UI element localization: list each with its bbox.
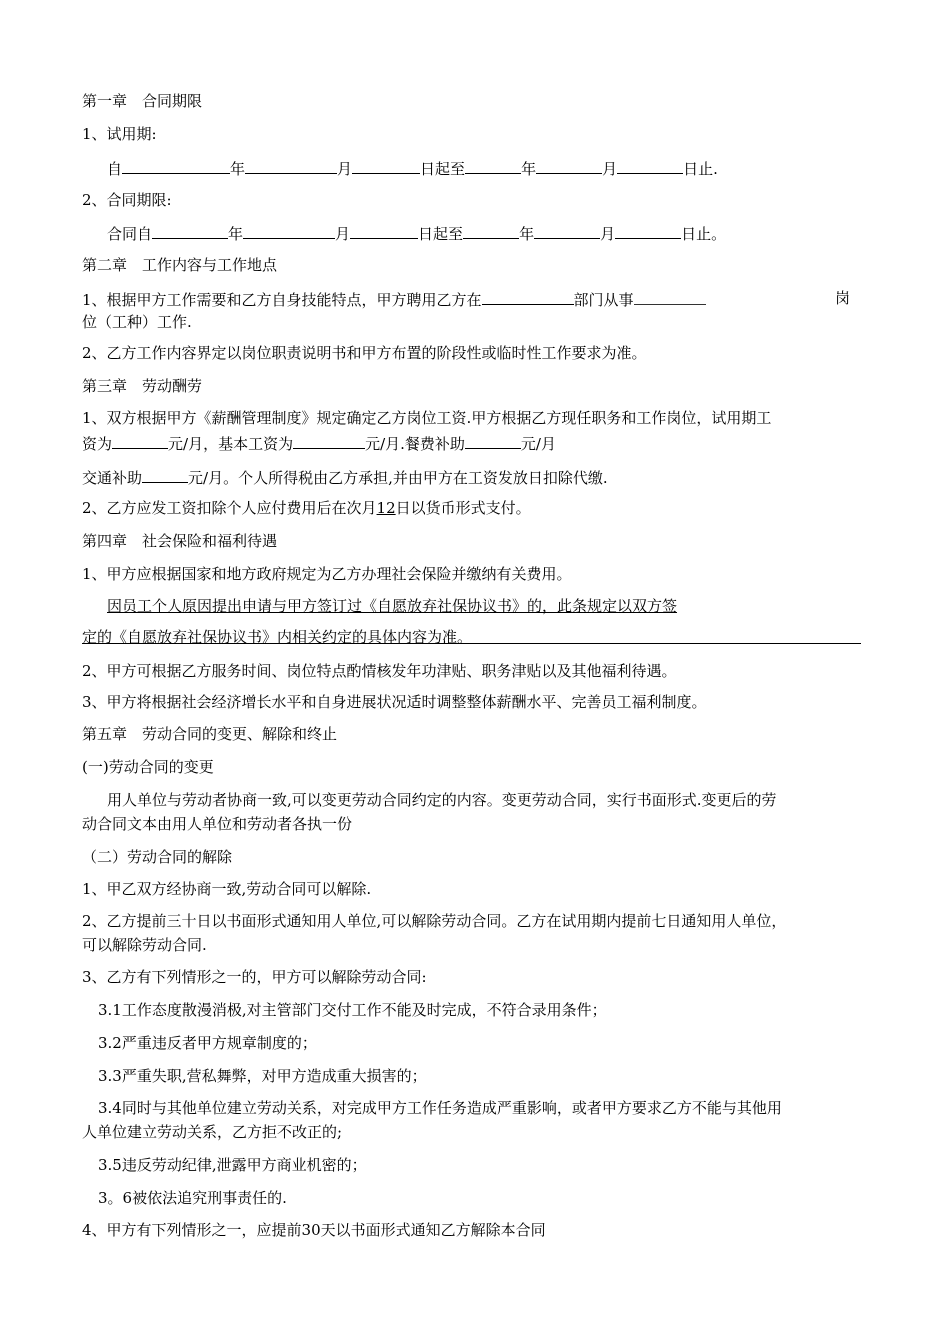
contract-change-line-2: 动合同文本由用人单位和劳动者各执一份 [82, 815, 353, 833]
chapter-1-title: 第一章 合同期限 [82, 92, 203, 110]
chapter-5-title: 第五章 劳动合同的变更、解除和终止 [82, 725, 338, 743]
blank-field[interactable] [243, 222, 335, 239]
salary-clause-2: 2、乙方应发工资扣除个人应付费用后在次月12日以货币形式支付。 [82, 499, 531, 517]
blank-field[interactable] [112, 432, 168, 449]
salary-clause-1-line-1: 1、双方根据甲方《薪酬管理制度》规定确定乙方岗位工资.甲方根据乙方现任职务和工作岗位，试用期工 [82, 409, 772, 427]
contract-change-line-1: 用人单位与劳动者协商一致,可以变更劳动合同约定的内容。变更劳动合同，实行书面形式.变更后的劳 [107, 791, 777, 809]
blank-field[interactable] [534, 222, 600, 239]
blank-field[interactable] [465, 157, 521, 174]
probation-period-line: 自 年 月 日起至 年 月 日止. [107, 157, 718, 179]
underline-rule [82, 643, 861, 644]
chapter-4-title: 第四章 社会保险和福利待遇 [82, 532, 278, 550]
chapter-2-title: 第二章 工作内容与工作地点 [82, 256, 278, 274]
blank-field[interactable] [152, 222, 228, 239]
section-contract-termination: （二）劳动合同的解除 [82, 848, 233, 866]
blank-field[interactable] [465, 432, 521, 449]
contract-period-label: 2、合同期限: [82, 191, 172, 209]
termination-clause-2-line-2: 可以解除劳动合同. [82, 936, 207, 954]
termination-item-3-4-line-2: 人单位建立劳动关系，乙方拒不改正的; [82, 1123, 343, 1141]
blank-field[interactable] [293, 432, 365, 449]
termination-item-3-2: 3.2严重违反者甲方规章制度的； [98, 1034, 317, 1052]
salary-clause-1-line-2: 资为 元/月，基本工资为 元/月.餐费补助 元/月 [82, 432, 556, 454]
pay-day-value: 12 [376, 499, 396, 517]
blank-field[interactable] [122, 157, 230, 174]
chapter-3-title: 第三章 劳动酬劳 [82, 377, 203, 395]
termination-item-3-6: 3。6被依法追究刑事责任的. [98, 1189, 287, 1207]
blank-field[interactable] [142, 466, 188, 483]
blank-field[interactable] [352, 157, 420, 174]
blank-field[interactable] [463, 222, 519, 239]
probation-label: 1、试用期: [82, 125, 157, 143]
termination-item-3-3: 3.3严重失职,营私舞弊，对甲方造成重大损害的； [98, 1067, 427, 1085]
termination-item-3-4-line-1: 3.4同时与其他单位建立劳动关系，对完成甲方工作任务造成严重影响，或者甲方要求乙方不能与其他用 [98, 1099, 782, 1117]
work-content-clause-2: 2、乙方工作内容界定以岗位职责说明书和甲方布置的阶段性或临时性工作要求为准。 [82, 344, 647, 362]
termination-clause-1: 1、甲乙双方经协商一致,劳动合同可以解除. [82, 880, 372, 898]
blank-field[interactable] [245, 157, 337, 174]
blank-field[interactable] [536, 157, 602, 174]
blank-field[interactable] [350, 222, 418, 239]
blank-field[interactable] [634, 288, 706, 305]
clause-1-tail: 岗 [835, 289, 851, 307]
termination-clause-4: 4、甲方有下列情形之一，应提前30天以书面形式通知乙方解除本合同 [82, 1221, 546, 1239]
blank-field[interactable] [615, 222, 681, 239]
insurance-note-line-1: 因员工个人原因提出申请与甲方签订过《自愿放弃社保协议书》的，此条规定以双方签 [107, 597, 678, 615]
blank-field[interactable] [482, 288, 574, 305]
work-content-clause-1-cont: 位（工种）工作. [82, 313, 192, 331]
section-contract-change: (一)劳动合同的变更 [82, 758, 214, 776]
termination-clause-2-line-1: 2、乙方提前三十日以书面形式通知用人单位,可以解除劳动合同。乙方在试用期内提前七日通知用人单位， [82, 912, 787, 930]
blank-field[interactable] [617, 157, 683, 174]
termination-item-3-5: 3.5违反劳动纪律,泄露甲方商业机密的； [98, 1156, 367, 1174]
termination-item-3-1: 3.1工作态度散漫消极,对主管部门交付工作不能及时完成，不符合录用条件； [98, 1001, 607, 1019]
termination-clause-3: 3、乙方有下列情形之一的，甲方可以解除劳动合同: [82, 968, 427, 986]
insurance-note-line-2: 定的《自愿放弃社保协议书》内相关约定的具体内容为准。 [82, 628, 473, 646]
work-content-clause-1: 1、根据甲方工作需要和乙方自身技能特点，甲方聘用乙方在 部门从事 [82, 288, 706, 310]
salary-clause-1-line-3: 交通补助 元/月。个人所得税由乙方承担,并由甲方在工资发放日扣除代缴. [82, 466, 608, 488]
contract-period-line: 合同自 年 月 日起至 年 月 日止。 [107, 222, 726, 244]
insurance-clause-3: 3、甲方将根据社会经济增长水平和自身进展状况适时调整整体薪酬水平、完善员工福利制度。 [82, 693, 707, 711]
insurance-clause-1: 1、甲方应根据国家和地方政府规定为乙方办理社会保险并缴纳有关费用。 [82, 565, 572, 583]
insurance-clause-2: 2、甲方可根据乙方服务时间、岗位特点酌情核发年功津贴、职务津贴以及其他福利待遇。 [82, 662, 677, 680]
